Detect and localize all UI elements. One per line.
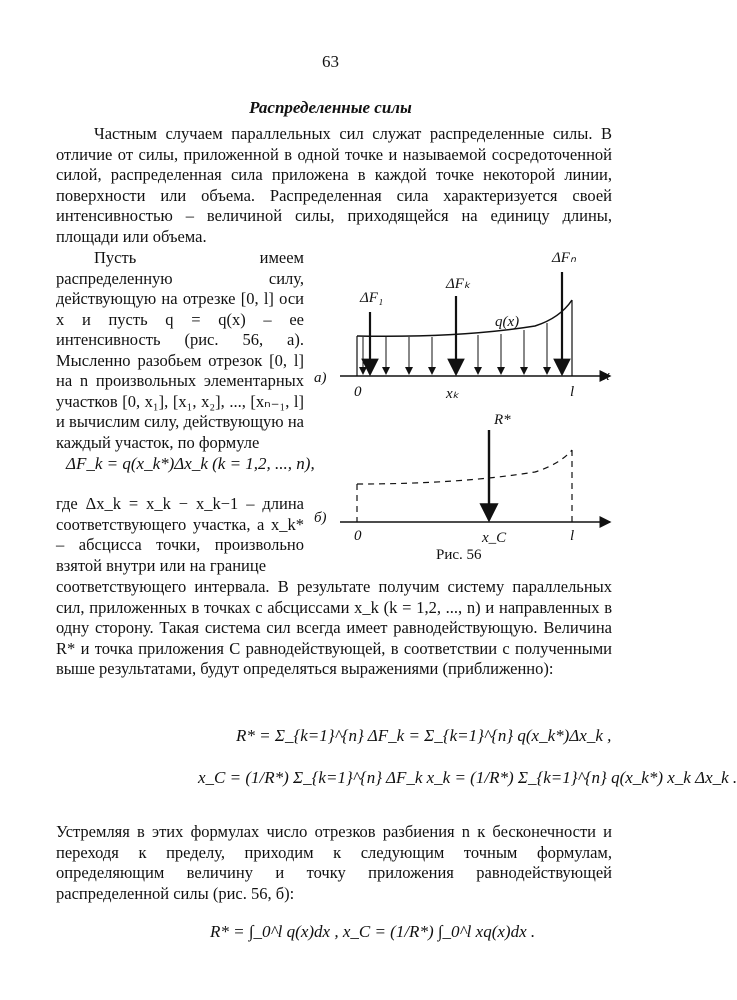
label-l-a: l [570,384,575,400]
page-number: 63 [322,52,339,71]
paragraph-limit: Устремляя в этих формулах число отрезков разбиения n к бесконечности и переходя к пределу, приходим к следующим точным формулам, определяющим величину и точку приложения равнодействующей распределенной силы (рис. 56, б): [56,822,612,903]
label-zero-b: 0 [354,528,362,544]
label-dFn: ΔFₙ [552,250,576,266]
equation-resultant: R* = Σ_{k=1}^{n} ΔF_k = Σ_{k=1}^{n} q(x_k*)Δx_k , [236,726,612,745]
label-dF1: ΔF₁ [360,290,384,306]
label-xc: x_C [482,530,507,546]
paragraph-result: соответствующего интервала. В результате получим систему параллельных сил, приложенных в точках с абсциссами x_k (k = 1,2, ..., n) и направленных в одну сторону. Такая система сил всегда имеет равнодействующую. Величина R* и точка приложения C равнодействующей, в соответствии с полученными выше результатами, будут определяться выражениями (приближенно): [56,577,612,678]
label-l-b: l [570,528,575,544]
label-zero-a: 0 [354,384,362,400]
label-dFk: ΔFₖ [446,276,471,292]
equation-integrals: R* = ∫_0^l q(x)dx , x_C = (1/R*) ∫_0^l xq(x)dx . [210,922,536,941]
figure-part-b [314,412,610,546]
figure-part-a [314,250,610,402]
paragraph-definitions: где Δx_k = x_k − x_k−1 – длина соответствующего участка, а x_k* – абсцисса точки, произвольно взятой внутри или на границе [56,494,304,575]
paragraph-setup: Пусть имеем распределенную силу, действующую на отрезке [0, l] оси x и пусть q = q(x) – ее интенсивность (рис. 56, а). Мысленно разобьем отрезок [0, l] на n произвольных элементарных участков [0, x₁], [x₁, x₂], ..., [xₙ₋₁, l] и вычислим силу, действующую на каждый участок, по формуле [56,248,304,452]
label-x: x [603,368,610,384]
figure-56 [300,240,620,545]
section-title: Распределенные силы [249,98,412,117]
load-curve-dashed [357,450,572,484]
formula-delta-f: ΔF_k = q(x_k*)Δx_k (k = 1,2, ..., n), [66,454,315,473]
label-part-b: б) [314,510,327,526]
load-curve [357,300,572,336]
label-part-a: а) [314,370,327,386]
label-xk: xₖ [446,386,460,402]
label-qx: q(x) [495,314,520,330]
label-R: R* [494,412,511,428]
equation-center: x_C = (1/R*) Σ_{k=1}^{n} ΔF_k x_k = (1/R*) Σ_{k=1}^{n} q(x_k*) x_k Δx_k . [198,768,737,787]
figure-caption: Рис. 56 [436,547,482,563]
paragraph-intro: Частным случаем параллельных сил служат распределенные силы. В отличие от силы, приложенной в одной точке и называемой сосредоточенной силой, распределенная сила приложена в каждой точке некоторой линии, поверхности или объема. Распределенная сила характеризуется своей интенсивностью – величиной силы, приходящейся на единицу длины, площади или объема. [56,124,612,246]
